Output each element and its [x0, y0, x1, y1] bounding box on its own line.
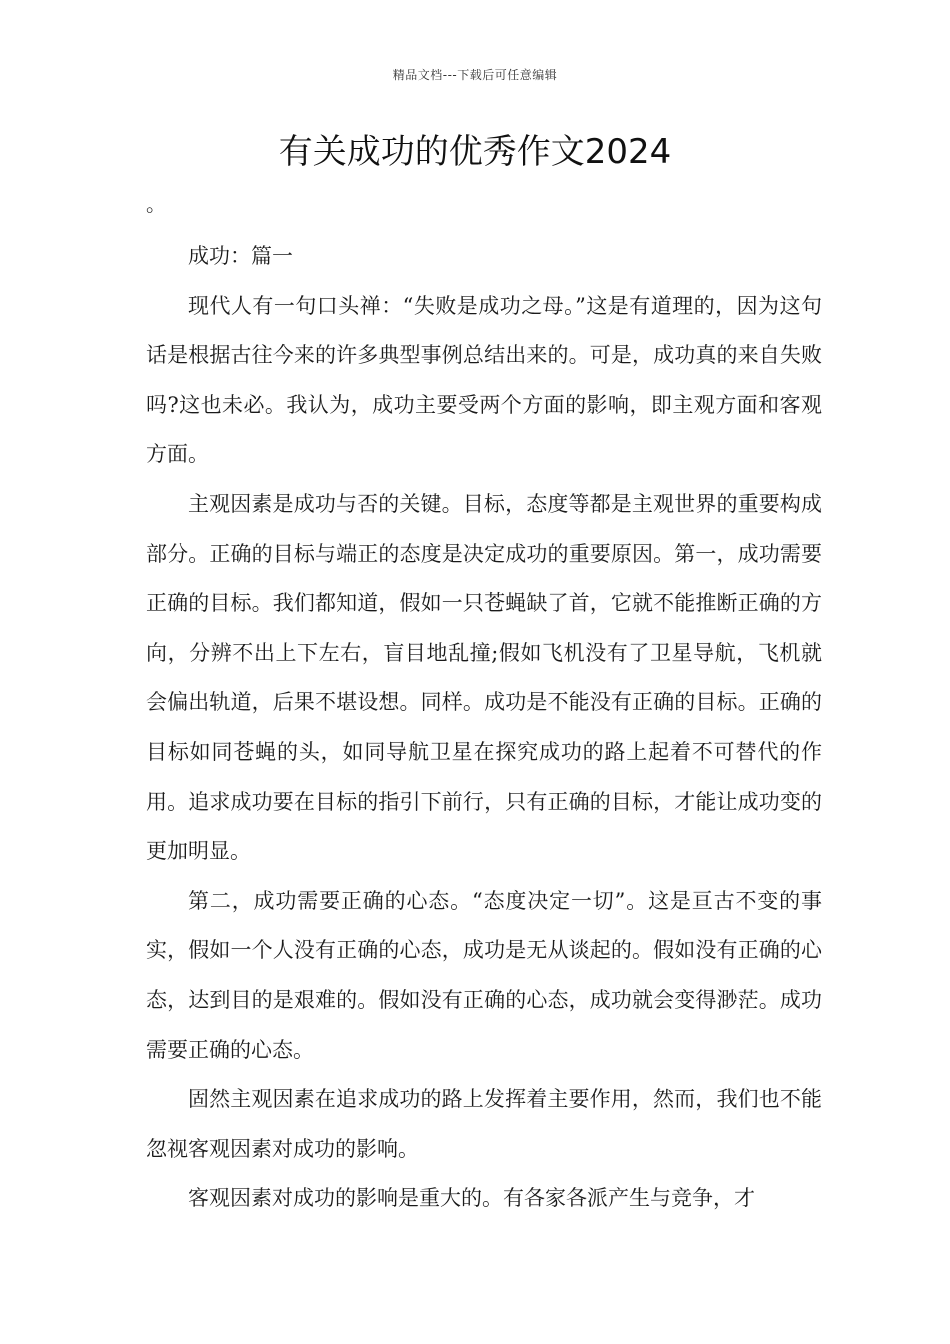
document-body: [146, 232, 822, 1224]
paragraph: 主观因素是成功与否的关键。目标，态度等都是主观世界的重要构成部分。正确的目标与端正的态度是决定成功的重要原因。第一，成功需要正确的目标。我们都知道，假如一只苍蝇缺了首，它就不能推断正确的方向，分辨不出上下左右，盲目地乱撞;假如飞机没有了卫星导航，飞机就会偏出轨道，后果不堪设想。同样。成功是不能没有正确的目标。正确的目标如同苍蝇的头，如同导航卫星在探究成功的路上起着不可替代的作用。追求成功要在目标的指引下前行，只有正确的目标，才能让成功变的更加明显。: [146, 491, 822, 864]
header-note: 精品文档---下载后可任意编辑: [392, 68, 558, 82]
stray-punctuation: 。: [146, 192, 166, 216]
document-title: 有关成功的优秀作文2024: [278, 132, 672, 172]
paragraph: 第二，成功需要正确的心态。“态度决定一切”。这是亘古不变的事实，假如一个人没有正确的心态，成功是无从谈起的。假如没有正确的心态，达到目的是艰难的。假如没有正确的心态，成功就会变得渺茫。成功需要正确的心态。: [146, 888, 822, 1062]
paragraph-section-heading: 成功：篇一: [188, 244, 293, 268]
paragraph: 客观因素对成功的影响是重大的。有各家各派产生与竞争，才: [188, 1186, 755, 1211]
paragraph: 现代人有一句口头禅：“失败是成功之母。”这是有道理的，因为这句话是根据古往今来的许多典型事例总结出来的。可是，成功真的来自失败吗?这也未必。我认为，成功主要受两个方面的影响，即主观方面和客观方面。: [146, 293, 822, 467]
paragraph: 固然主观因素在追求成功的路上发挥着主要作用，然而，我们也不能忽视客观因素对成功的影响。: [146, 1087, 822, 1161]
